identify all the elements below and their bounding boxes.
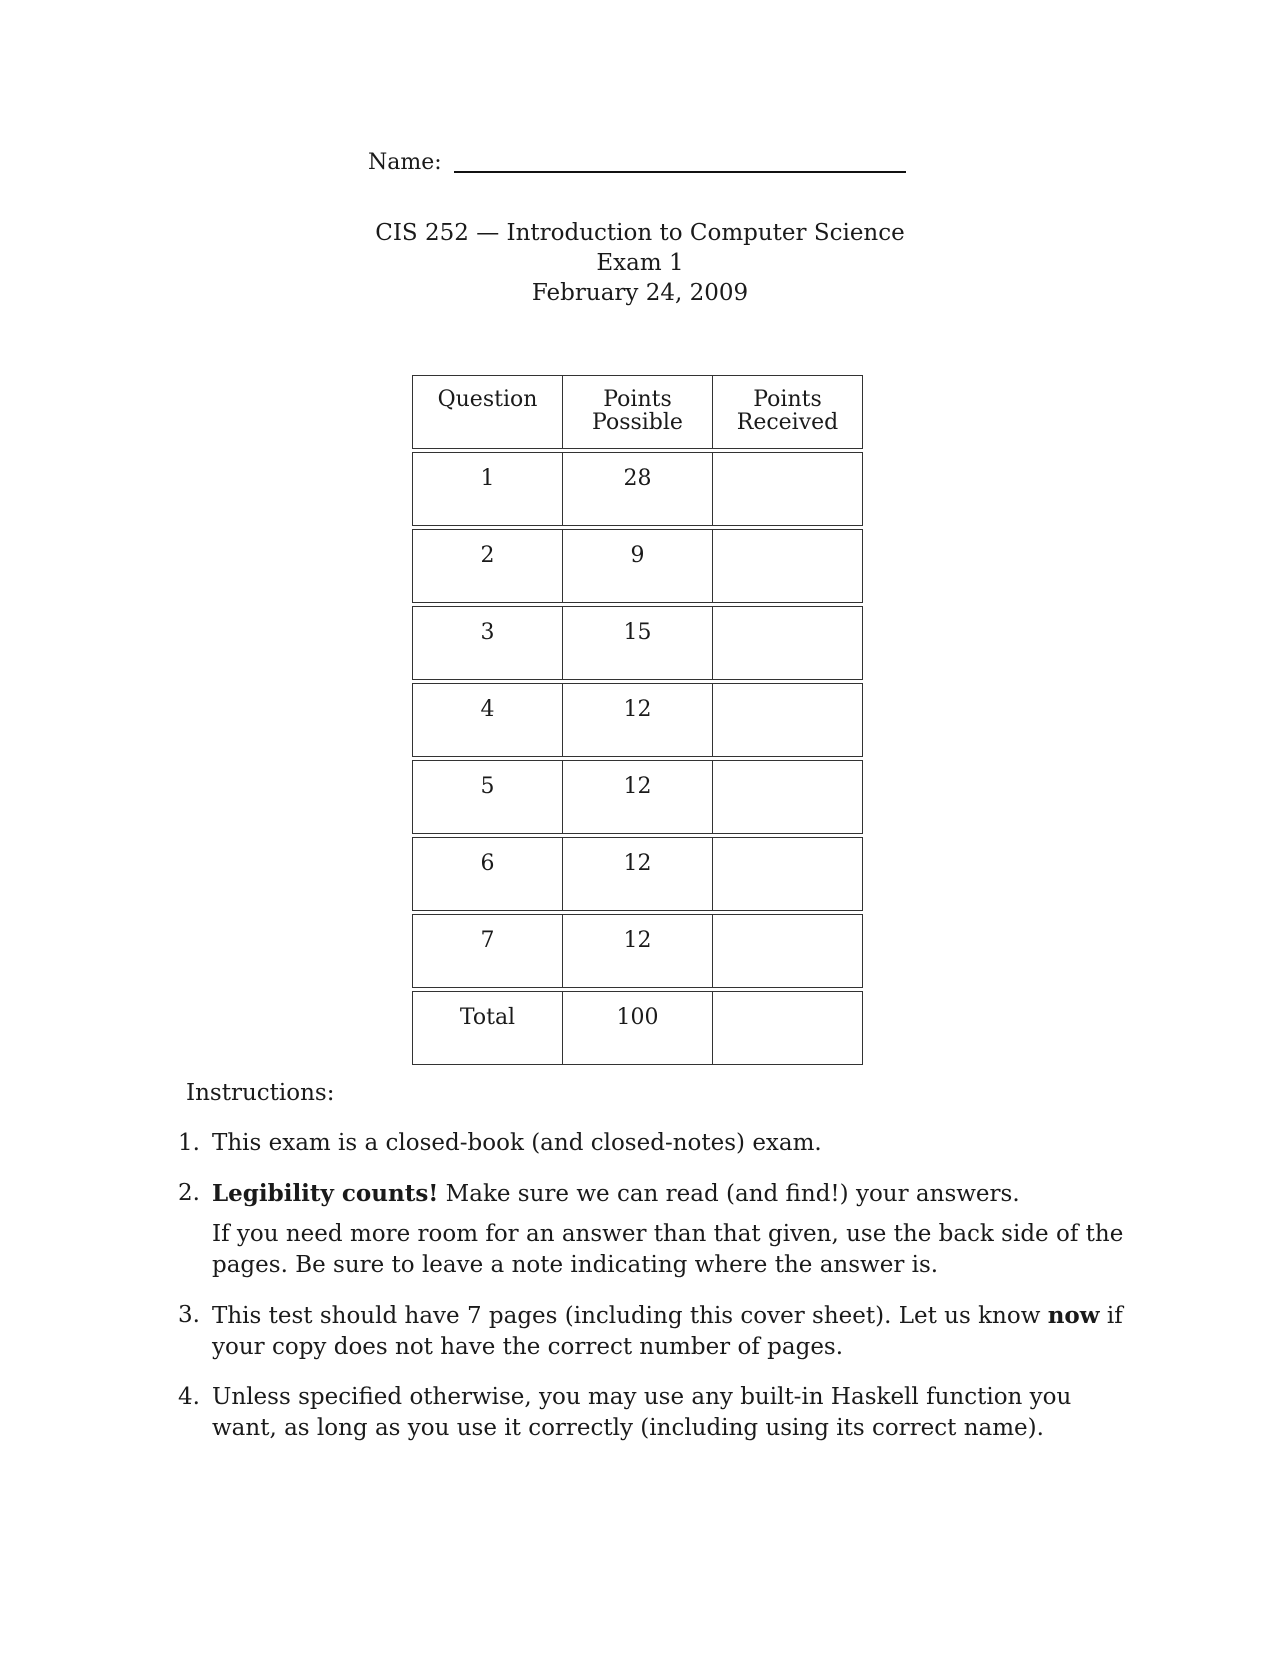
question-number: 4 — [412, 683, 563, 757]
points-received[interactable] — [713, 837, 863, 911]
points-possible: 12 — [563, 837, 713, 911]
table-row — [412, 914, 863, 988]
total-label: Total — [412, 991, 563, 1065]
list-item — [178, 1300, 1138, 1363]
question-number: 7 — [412, 914, 563, 988]
emphasis: Legibility counts! — [212, 1180, 439, 1207]
course-title: CIS 252 — Introduction to Computer Science — [375, 220, 905, 246]
list-item — [178, 1382, 1138, 1444]
points-possible: 28 — [563, 452, 713, 526]
score-table-header-row — [412, 375, 863, 449]
item-number: 2. — [178, 1180, 200, 1206]
exam-title-block — [0, 218, 1280, 308]
item-extra-text: If you need more room for an answer than that given, use the back side of the pages. Be sure to leave a note indicating where the answer is. — [212, 1221, 1124, 1278]
list-item — [178, 1128, 1138, 1159]
name-blank-line[interactable] — [454, 171, 906, 173]
item-text: This test should have 7 pages (including this cover sheet). Let us know now if your copy does not have the correct number of pages. — [212, 1302, 1123, 1360]
exam-date: February 24, 2009 — [531, 280, 749, 306]
header-question: Question — [412, 375, 563, 449]
points-received[interactable] — [713, 606, 863, 680]
question-number: 2 — [412, 529, 563, 603]
total-points-received[interactable] — [713, 991, 863, 1065]
points-received[interactable] — [713, 683, 863, 757]
question-number: 3 — [412, 606, 563, 680]
question-number: 6 — [412, 837, 563, 911]
points-possible: 12 — [563, 683, 713, 757]
table-row — [412, 837, 863, 911]
points-received[interactable] — [713, 760, 863, 834]
points-received[interactable] — [713, 529, 863, 603]
question-number: 5 — [412, 760, 563, 834]
points-received[interactable] — [713, 914, 863, 988]
item-number: 1. — [178, 1130, 200, 1156]
points-possible: 9 — [563, 529, 713, 603]
points-received[interactable] — [713, 452, 863, 526]
points-possible: 12 — [563, 760, 713, 834]
table-row — [412, 529, 863, 603]
item-text: Unless specified otherwise, you may use any built-in Haskell function you want, as long as you use it correctly (including using its correct name). — [212, 1384, 1072, 1441]
emphasis: now — [1047, 1302, 1100, 1329]
points-possible: 15 — [563, 606, 713, 680]
item-number: 3. — [178, 1302, 200, 1328]
list-item — [178, 1178, 1138, 1281]
table-row — [412, 452, 863, 526]
score-table — [412, 372, 863, 1068]
header-points-received: Points Received — [713, 375, 863, 449]
exam-number: Exam 1 — [596, 250, 684, 276]
instructions-list — [178, 1128, 1138, 1463]
item-text: This exam is a closed-book (and closed-notes) exam. — [212, 1130, 822, 1156]
name-field — [368, 150, 906, 175]
item-text: Legibility counts! Make sure we can read (and find!) your answers. — [212, 1180, 1020, 1207]
points-possible: 12 — [563, 914, 713, 988]
item-number: 4. — [178, 1384, 200, 1410]
question-number: 1 — [412, 452, 563, 526]
table-row — [412, 760, 863, 834]
total-points-possible: 100 — [563, 991, 713, 1065]
instructions-heading: Instructions: — [186, 1080, 335, 1106]
name-label: Name: — [368, 150, 442, 175]
table-row — [412, 683, 863, 757]
total-row — [412, 991, 863, 1065]
header-points-possible: Points Possible — [563, 375, 713, 449]
table-row — [412, 606, 863, 680]
